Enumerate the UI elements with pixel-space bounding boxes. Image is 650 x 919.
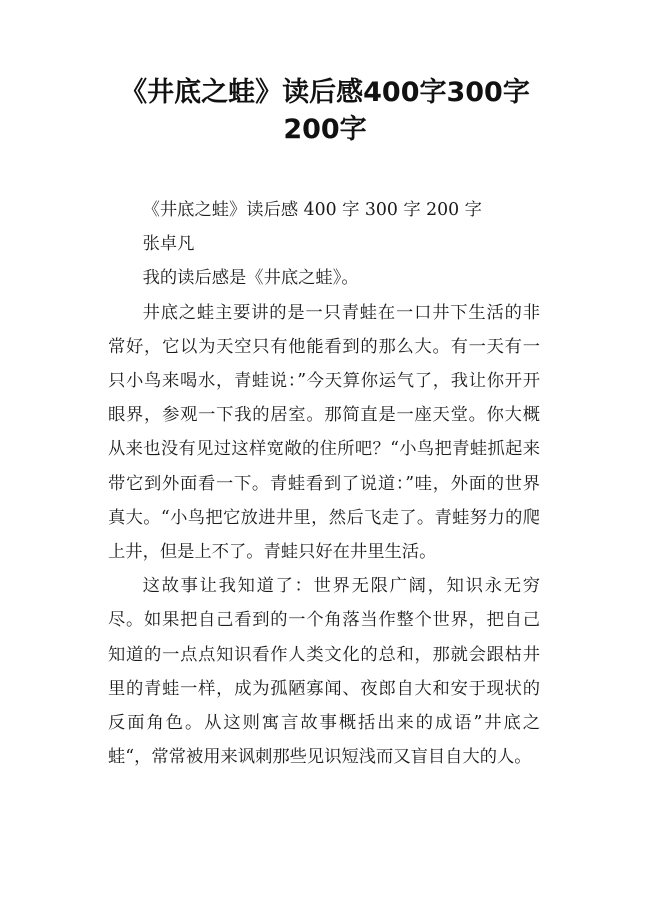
page-title [0,74,650,148]
reflection-paragraph: 这故事让我知道了：世界无限广阔，知识永无穷尽。如果把自己看到的一个角落当作整个世界，把自己知道的一点点知识看作人类文化的总和，那就会跟枯井里的青蛙一样，成为孤陋寡闻、夜郎自大和安于现状的反面角色。从这则寓言故事概括出来的成语”井底之蛙“，常常被用来讽刺那些见识短浅而又盲目自大的人。 [108,576,540,768]
title-line-2: 200字 [283,114,367,145]
title-line-1: 《井底之蛙》读后感400字300字 [120,77,530,108]
story-paragraph: 井底之蛙主要讲的是一只青蛙在一口井下生活的非常好，它以为天空只有他能看到的那么大。有一天有一只小鸟来喝水，青蛙说：”今天算你运气了，我让你开开眼界，参观一下我的居室。那简直是一座天堂。你大概从来也没有见过这样宽敞的住所吧？“小鸟把青蛙抓起来带它到外面看一下。青蛙看到了说道：”哇，外面的世界真大。“小鸟把它放进井里，然后飞走了。青蛙努力的爬上井，但是上不了。青蛙只好在井里生活。 [108,302,540,563]
document-body [108,193,540,774]
subtitle-paragraph: 《井底之蛙》读后感 400 字 300 字 200 字 [142,200,482,220]
author-paragraph: 张卓凡 [142,234,195,255]
intro-paragraph: 我的读后感是《井底之蛙》。 [142,268,359,289]
